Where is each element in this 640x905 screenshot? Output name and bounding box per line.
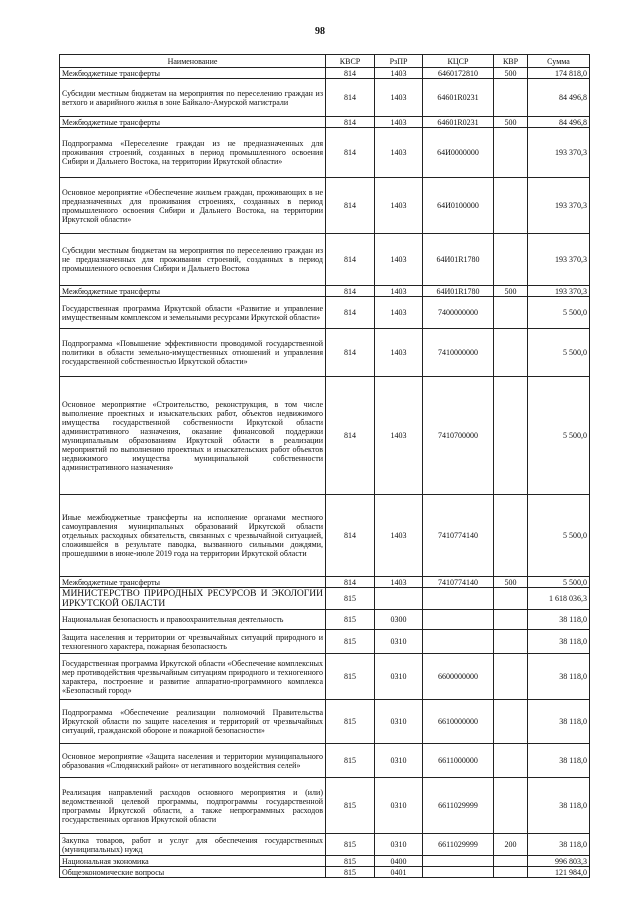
cell-kcsr: [423, 588, 494, 610]
cell-name: Иные межбюджетные трансферты на исполнение органами местного самоуправления муниципальных образований Иркутской области отдельных расходных обязательств, связанных с чрезвычайной ситуацией, сложившейся в результате паводка, вызванного сильными дождями, прошедшими в июне-июле 2019 года на территории Иркутской области: [60, 495, 326, 577]
table-row: [60, 178, 590, 234]
cell-kcsr: 64И01R1780: [423, 234, 494, 286]
cell-kvr: [494, 630, 528, 654]
cell-rzpr: 1403: [375, 377, 423, 495]
cell-kvr: 500: [494, 117, 528, 128]
cell-kvsr: 815: [326, 856, 375, 867]
table-row: [60, 856, 590, 867]
cell-rzpr: [375, 588, 423, 610]
cell-kcsr: 6460172810: [423, 68, 494, 79]
cell-kvr: [494, 778, 528, 834]
cell-sum: 38 118,0: [528, 654, 590, 700]
cell-name: Основное мероприятие «Защита населения и территории муниципального образования «Слюдянский район» от негативного воздействия селей»: [60, 744, 326, 778]
cell-kvsr: 814: [326, 178, 375, 234]
table-row: [60, 79, 590, 117]
cell-kcsr: [423, 610, 494, 630]
cell-kvr: [494, 610, 528, 630]
cell-kvr: [494, 234, 528, 286]
cell-kcsr: 64И0000000: [423, 128, 494, 178]
cell-name: Национальная безопасность и правоохранительная деятельность: [60, 610, 326, 630]
table-row: [60, 588, 590, 610]
cell-rzpr: 1403: [375, 297, 423, 329]
cell-name: МИНИСТЕРСТВО ПРИРОДНЫХ РЕСУРСОВ И ЭКОЛОГИИ ИРКУТСКОЙ ОБЛАСТИ: [60, 588, 326, 610]
cell-name: Межбюджетные трансферты: [60, 286, 326, 297]
cell-kvr: 500: [494, 577, 528, 588]
cell-kvr: [494, 495, 528, 577]
table-row: [60, 117, 590, 128]
cell-kvsr: 814: [326, 68, 375, 79]
cell-kvsr: 815: [326, 700, 375, 744]
cell-kvsr: 814: [326, 234, 375, 286]
cell-sum: 174 818,0: [528, 68, 590, 79]
cell-kvr: [494, 128, 528, 178]
cell-rzpr: 0310: [375, 778, 423, 834]
cell-rzpr: 0310: [375, 700, 423, 744]
cell-rzpr: 1403: [375, 128, 423, 178]
cell-kcsr: 7410000000: [423, 329, 494, 377]
cell-kvr: 500: [494, 286, 528, 297]
cell-sum: 38 118,0: [528, 834, 590, 856]
header-name: Наименование: [60, 55, 326, 68]
table-row: [60, 297, 590, 329]
cell-name: Субсидии местным бюджетам на мероприятия по переселению граждан из не предназначенных для проживания строений, созданных в период промышленного освоения Сибири и Дальнего Востока: [60, 234, 326, 286]
cell-kcsr: 64И01R1780: [423, 286, 494, 297]
cell-kvsr: 814: [326, 495, 375, 577]
cell-sum: 1 618 036,3: [528, 588, 590, 610]
cell-name: Основное мероприятие «Обеспечение жильем граждан, проживающих в не предназначенных для проживания строениях, созданных в период промышленного освоения Сибири и Дальнего Востока, на территории Иркутской области»: [60, 178, 326, 234]
cell-kvsr: 815: [326, 834, 375, 856]
header-sum: Сумма: [528, 55, 590, 68]
table-row: [60, 654, 590, 700]
cell-kcsr: 6610000000: [423, 700, 494, 744]
cell-kcsr: 7410774140: [423, 495, 494, 577]
cell-kvr: [494, 700, 528, 744]
table-row: [60, 234, 590, 286]
cell-name: Субсидии местным бюджетам на мероприятия по переселению граждан из ветхого и аварийного жилья в зоне Байкало-Амурской магистрали: [60, 79, 326, 117]
cell-name: Государственная программа Иркутской области «Развитие и управление имущественным комплексом и земельными ресурсами Иркутской области»: [60, 297, 326, 329]
cell-sum: 5 500,0: [528, 297, 590, 329]
cell-kvsr: 814: [326, 117, 375, 128]
page-number: 98: [315, 26, 325, 37]
cell-name: Подпрограмма «Обеспечение реализации полномочий Правительства Иркутской области по защите населения и территорий от чрезвычайных ситуаций, гражданской обороне и пожарной безопасности»: [60, 700, 326, 744]
table-row: [60, 867, 590, 878]
cell-kvsr: 814: [326, 128, 375, 178]
cell-kvsr: 814: [326, 297, 375, 329]
cell-name: Подпрограмма «Повышение эффективности проводимой государственной политики в области земельно-имущественных отношений и управления государственной собственностью Иркутской области»: [60, 329, 326, 377]
cell-rzpr: 1403: [375, 79, 423, 117]
cell-rzpr: 1403: [375, 178, 423, 234]
cell-kcsr: 7400000000: [423, 297, 494, 329]
cell-kvr: [494, 856, 528, 867]
cell-kvsr: 815: [326, 867, 375, 878]
cell-rzpr: 0400: [375, 856, 423, 867]
table-row: [60, 495, 590, 577]
cell-name: Подпрограмма «Переселение граждан из не предназначенных для проживания строений, созданных в период промышленного освоения Сибири и Дальнего Востока, на территории Иркутской области»: [60, 128, 326, 178]
cell-kcsr: 64И0100000: [423, 178, 494, 234]
cell-sum: 84 496,8: [528, 117, 590, 128]
cell-rzpr: 1403: [375, 68, 423, 79]
cell-rzpr: 1403: [375, 286, 423, 297]
table-row: [60, 68, 590, 79]
cell-kcsr: [423, 856, 494, 867]
cell-sum: 84 496,8: [528, 79, 590, 117]
cell-kcsr: 7410700000: [423, 377, 494, 495]
cell-kvr: 500: [494, 68, 528, 79]
table-row: [60, 577, 590, 588]
table-row: [60, 778, 590, 834]
cell-kcsr: 64601R0231: [423, 117, 494, 128]
cell-sum: 38 118,0: [528, 610, 590, 630]
cell-kvr: [494, 867, 528, 878]
cell-rzpr: 0310: [375, 834, 423, 856]
cell-sum: 38 118,0: [528, 778, 590, 834]
cell-rzpr: 1403: [375, 234, 423, 286]
cell-kvr: [494, 654, 528, 700]
header-kcsr: КЦСР: [423, 55, 494, 68]
cell-kcsr: 7410774140: [423, 577, 494, 588]
cell-kvsr: 815: [326, 778, 375, 834]
cell-kcsr: 6611029999: [423, 834, 494, 856]
cell-kvr: [494, 79, 528, 117]
cell-kvr: [494, 744, 528, 778]
cell-rzpr: 0310: [375, 744, 423, 778]
table-row: [60, 128, 590, 178]
cell-name: Защита населения и территории от чрезвычайных ситуаций природного и техногенного характера, пожарная безопасность: [60, 630, 326, 654]
table-row: [60, 610, 590, 630]
cell-kvr: 200: [494, 834, 528, 856]
cell-name: Межбюджетные трансферты: [60, 117, 326, 128]
cell-name: Государственная программа Иркутской области «Обеспечение комплексных мер противодействия чрезвычайным ситуациям природного и техногенного характера, построение и развитие аппаратно-программного комплекса «Безопасный город»: [60, 654, 326, 700]
table-row: [60, 834, 590, 856]
cell-rzpr: 0401: [375, 867, 423, 878]
cell-sum: 38 118,0: [528, 744, 590, 778]
cell-kvsr: 815: [326, 588, 375, 610]
cell-name: Закупка товаров, работ и услуг для обеспечения государственных (муниципальных) нужд: [60, 834, 326, 856]
cell-kcsr: 6600000000: [423, 654, 494, 700]
table-row: [60, 377, 590, 495]
cell-kvsr: 814: [326, 79, 375, 117]
cell-kcsr: 6611000000: [423, 744, 494, 778]
table-row: [60, 329, 590, 377]
cell-kvsr: 814: [326, 377, 375, 495]
cell-rzpr: 1403: [375, 495, 423, 577]
cell-sum: 38 118,0: [528, 630, 590, 654]
cell-kvsr: 815: [326, 610, 375, 630]
cell-name: Межбюджетные трансферты: [60, 68, 326, 79]
cell-kvsr: 815: [326, 744, 375, 778]
cell-kvr: [494, 377, 528, 495]
table-row: [60, 630, 590, 654]
cell-kvsr: 814: [326, 329, 375, 377]
cell-name: Основное мероприятие «Строительство, реконструкция, в том числе выполнение проектных и изыскательских работ, объектов недвижимого имущества государственной собственности Иркутской области административного назначения, оказание финансовой поддержки муниципальным образованиям Иркутской области в реализации мероприятий по выполнению проектных и изыскательских работ объектов недвижимого имущества муниципальной собственности административного назначения»: [60, 377, 326, 495]
cell-name: Национальная экономика: [60, 856, 326, 867]
cell-sum: 5 500,0: [528, 329, 590, 377]
cell-kvsr: 815: [326, 654, 375, 700]
cell-kcsr: 6611029999: [423, 778, 494, 834]
cell-sum: 996 803,3: [528, 856, 590, 867]
header-kvsr: КВСР: [326, 55, 375, 68]
table-header-row: [60, 55, 590, 68]
cell-name: Реализация направлений расходов основного мероприятия и (или) ведомственной целевой программы, подпрограммы государственной программы Иркутской области, а также непрограммных расходов государственных органов Иркутской области: [60, 778, 326, 834]
cell-sum: 5 500,0: [528, 377, 590, 495]
cell-sum: 38 118,0: [528, 700, 590, 744]
cell-kvsr: 814: [326, 286, 375, 297]
cell-kvr: [494, 178, 528, 234]
cell-kvr: [494, 329, 528, 377]
table-row: [60, 744, 590, 778]
cell-rzpr: 0300: [375, 610, 423, 630]
cell-rzpr: 0310: [375, 630, 423, 654]
table-row: [60, 286, 590, 297]
cell-kcsr: 64601R0231: [423, 79, 494, 117]
cell-rzpr: 0310: [375, 654, 423, 700]
cell-kcsr: [423, 867, 494, 878]
cell-sum: 193 370,3: [528, 234, 590, 286]
cell-kvr: [494, 588, 528, 610]
cell-kvr: [494, 297, 528, 329]
table-row: [60, 700, 590, 744]
cell-name: Межбюджетные трансферты: [60, 577, 326, 588]
cell-rzpr: 1403: [375, 577, 423, 588]
cell-sum: 193 370,3: [528, 128, 590, 178]
cell-sum: 121 984,0: [528, 867, 590, 878]
cell-rzpr: 1403: [375, 117, 423, 128]
cell-kvsr: 814: [326, 577, 375, 588]
cell-sum: 193 370,3: [528, 286, 590, 297]
cell-rzpr: 1403: [375, 329, 423, 377]
cell-kvsr: 815: [326, 630, 375, 654]
header-rzpr: РзПР: [375, 55, 423, 68]
cell-name: Общеэкономические вопросы: [60, 867, 326, 878]
cell-sum: 193 370,3: [528, 178, 590, 234]
cell-kcsr: [423, 630, 494, 654]
cell-sum: 5 500,0: [528, 495, 590, 577]
cell-sum: 5 500,0: [528, 577, 590, 588]
header-kvr: КВР: [494, 55, 528, 68]
budget-table: [59, 54, 590, 878]
